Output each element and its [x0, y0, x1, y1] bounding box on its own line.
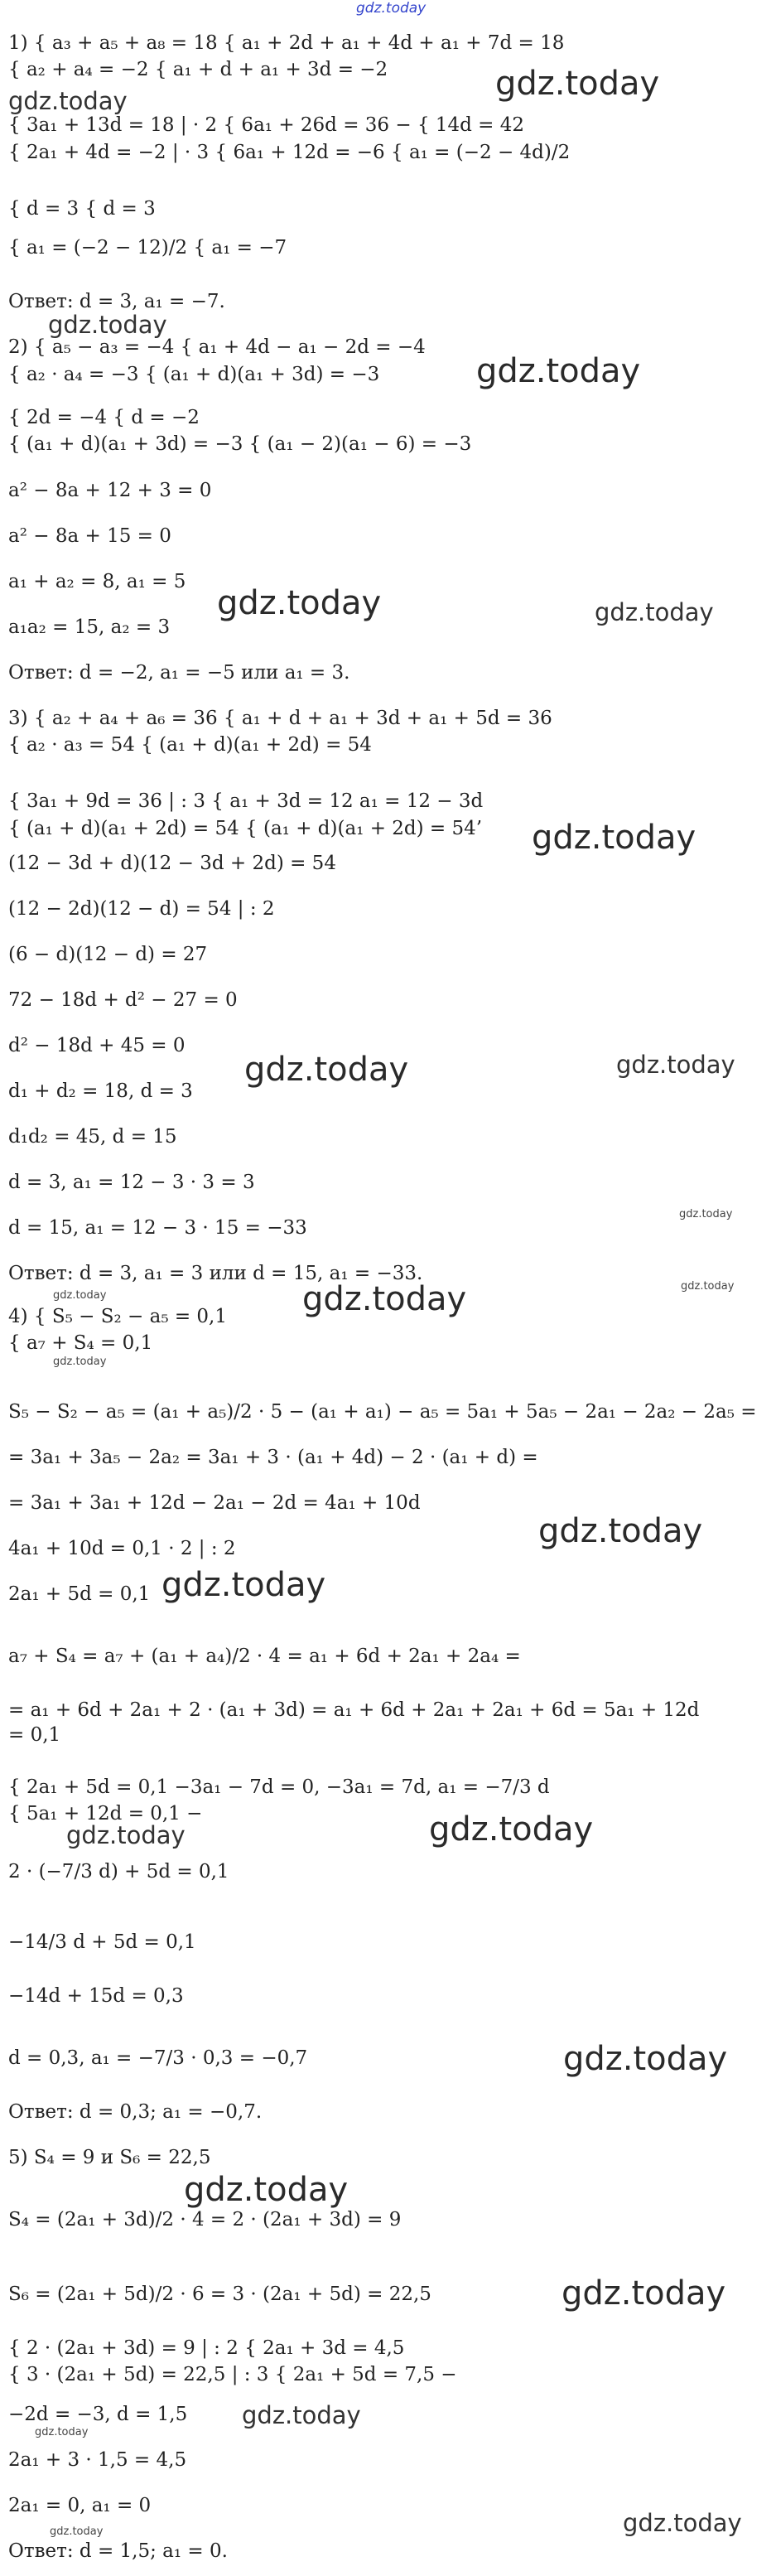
line: 1) { a₃ + a₅ + a₈ = 18 { a₁ + 2d + a₁ + 4d + a₁ + 7d = 18 [8, 32, 565, 54]
line: 2a₁ = 0, a₁ = 0 [8, 2495, 152, 2516]
line: { d = 3 { d = 3 [8, 198, 156, 220]
line: (6 − d)(12 − d) = 27 [8, 944, 208, 965]
answer: Ответ: d = 0,3; a₁ = −0,7. [8, 2101, 263, 2123]
watermark: gdz.today [53, 1356, 107, 1368]
watermark: gdz.today [184, 2171, 349, 2209]
line: { (a₁ + d)(a₁ + 3d) = −3 { (a₁ − 2)(a₁ − 6) = −3 [8, 433, 472, 455]
line: 2a₁ + 3 · 1,5 = 4,5 [8, 2449, 187, 2471]
line: a² − 8a + 15 = 0 [8, 525, 171, 547]
line: = a₁ + 6d + 2a₁ + 2 · (a₁ + 3d) = a₁ + 6d + 2a₁ + 2a₁ + 6d = 5a₁ + 12d [8, 1699, 700, 1721]
line: S₅ − S₂ − a₅ = (a₁ + a₅)/2 · 5 − (a₁ + a₁) − a₅ = 5a₁ + 5a₅ − 2a₁ − 2a₂ − 2a₅ = [8, 1401, 757, 1423]
watermark: gdz.today [8, 87, 128, 115]
line: 5) S₄ = 9 и S₆ = 22,5 [8, 2147, 211, 2168]
line: = 3a₁ + 3a₅ − 2a₂ = 3a₁ + 3 · (a₁ + 4d) − 2 · (a₁ + d) = [8, 1447, 538, 1468]
line: { 3 · (2a₁ + 5d) = 22,5 | : 3 { 2a₁ + 5d = 7,5 − [8, 2364, 457, 2385]
line: a₇ + S₄ = a₇ + (a₁ + a₄)/2 · 4 = a₁ + 6d + 2a₁ + 2a₄ = [8, 1646, 521, 1667]
answer: Ответ: d = 3, a₁ = −7. [8, 291, 225, 312]
watermark: gdz.today [50, 2525, 104, 2538]
watermark: gdz.today [429, 1810, 594, 1849]
line: 4) { S₅ − S₂ − a₅ = 0,1 [8, 1306, 228, 1327]
line: 3) { a₂ + a₄ + a₆ = 36 { a₁ + d + a₁ + 3d + a₁ + 5d = 36 [8, 708, 552, 729]
watermark: gdz.today [563, 2040, 728, 2078]
watermark: gdz.today [302, 1280, 467, 1318]
line: { a₂ · a₃ = 54 { (a₁ + d)(a₁ + 2d) = 54 [8, 734, 372, 756]
watermark: gdz.today [681, 1280, 735, 1293]
line: { 2a₁ + 5d = 0,1 −3a₁ − 7d = 0, −3a₁ = 7d, a₁ = −7/3 d [8, 1776, 550, 1798]
line: { a₁ = (−2 − 12)/2 { a₁ = −7 [8, 237, 287, 259]
answer: Ответ: d = 1,5; a₁ = 0. [8, 2540, 228, 2562]
line: = 0,1 [8, 1724, 61, 1746]
line: 2a₁ + 5d = 0,1 [8, 1583, 151, 1605]
line: { 2 · (2a₁ + 3d) = 9 | : 2 { 2a₁ + 3d = 4,5 [8, 2337, 405, 2359]
watermark: gdz.today [66, 1821, 186, 1849]
line: { a₂ + a₄ = −2 { a₁ + d + a₁ + 3d = −2 [8, 59, 388, 80]
watermark: gdz.today [53, 1289, 107, 1302]
line: d₁ + d₂ = 18, d = 3 [8, 1080, 193, 1102]
line: S₆ = (2a₁ + 5d)/2 · 6 = 3 · (2a₁ + 5d) = 22,5 [8, 2284, 431, 2305]
answer: Ответ: d = −2, a₁ = −5 или a₁ = 3. [8, 662, 350, 684]
line: 2) { a₅ − a₃ = −4 { a₁ + 4d − a₁ − 2d = −4 [8, 336, 426, 358]
watermark: gdz.today [476, 352, 641, 390]
line: d = 0,3, a₁ = −7/3 · 0,3 = −0,7 [8, 2047, 308, 2069]
watermark: gdz.today [161, 1566, 326, 1604]
line: = 3a₁ + 3a₁ + 12d − 2a₁ − 2d = 4a₁ + 10d [8, 1492, 421, 1514]
line: { a₂ · a₄ = −3 { (a₁ + d)(a₁ + 3d) = −3 [8, 364, 380, 385]
line: d = 15, a₁ = 12 − 3 · 15 = −33 [8, 1217, 307, 1239]
line: { a₇ + S₄ = 0,1 [8, 1332, 153, 1354]
watermark: gdz.today [679, 1208, 733, 1220]
watermark: gdz.today [495, 65, 660, 103]
line: { (a₁ + d)(a₁ + 2d) = 54 { (a₁ + d)(a₁ + 2d) = 54’ [8, 818, 483, 839]
watermark: gdz.today [242, 2401, 361, 2429]
watermark: gdz.today [595, 598, 714, 626]
line: a² − 8a + 12 + 3 = 0 [8, 480, 212, 501]
line: { 2a₁ + 4d = −2 | · 3 { 6a₁ + 12d = −6 { a₁ = (−2 − 4d)/2 [8, 142, 571, 163]
line: 72 − 18d + d² − 27 = 0 [8, 989, 238, 1011]
line: 2 · (−7/3 d) + 5d = 0,1 [8, 1861, 229, 1882]
watermark: gdz.today [532, 819, 696, 857]
line: d² − 18d + 45 = 0 [8, 1035, 186, 1056]
line: −14/3 d + 5d = 0,1 [8, 1931, 196, 1953]
site-header[interactable]: gdz.today [356, 0, 427, 17]
line: d₁d₂ = 45, d = 15 [8, 1126, 177, 1148]
watermark: gdz.today [217, 584, 382, 622]
line: { 3a₁ + 9d = 36 | : 3 { a₁ + 3d = 12 a₁ = 12 − 3d [8, 790, 484, 812]
watermark: gdz.today [623, 2509, 742, 2537]
line: a₁a₂ = 15, a₂ = 3 [8, 616, 171, 638]
line: −2d = −3, d = 1,5 [8, 2404, 188, 2425]
line: (12 − 3d + d)(12 − 3d + 2d) = 54 [8, 853, 336, 874]
line: 4a₁ + 10d = 0,1 · 2 | : 2 [8, 1538, 236, 1559]
watermark: gdz.today [48, 311, 167, 339]
watermark: gdz.today [538, 1512, 703, 1550]
line: S₄ = (2a₁ + 3d)/2 · 4 = 2 · (2a₁ + 3d) = 9 [8, 2209, 402, 2230]
watermark: gdz.today [562, 2274, 726, 2313]
line: { 2d = −4 { d = −2 [8, 407, 200, 428]
line: { 5a₁ + 12d = 0,1 − [8, 1803, 203, 1824]
line: −14d + 15d = 0,3 [8, 1985, 184, 2007]
line: d = 3, a₁ = 12 − 3 · 3 = 3 [8, 1172, 255, 1193]
line: { 3a₁ + 13d = 18 | · 2 { 6a₁ + 26d = 36 − { 14d = 42 [8, 114, 525, 136]
line: a₁ + a₂ = 8, a₁ = 5 [8, 571, 186, 592]
watermark: gdz.today [244, 1051, 409, 1089]
watermark: gdz.today [616, 1051, 735, 1079]
line: (12 − 2d)(12 − d) = 54 | : 2 [8, 898, 275, 920]
answer: Ответ: d = 3, a₁ = 3 или d = 15, a₁ = −33. [8, 1263, 423, 1284]
watermark: gdz.today [35, 2426, 89, 2438]
